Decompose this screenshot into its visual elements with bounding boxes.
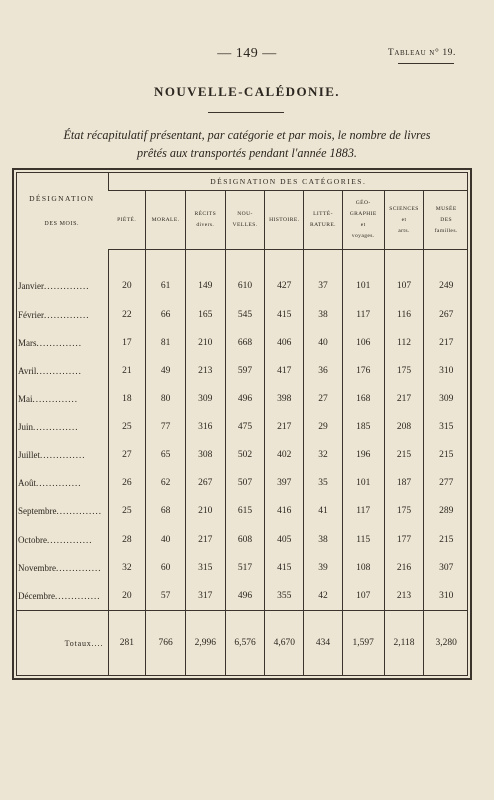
month-label: Mai bbox=[18, 393, 33, 404]
value-cell: 517 bbox=[225, 554, 265, 582]
value-cell: 28 bbox=[108, 526, 146, 554]
leader-dots: .............. bbox=[32, 393, 78, 404]
value-cell: 267 bbox=[185, 469, 225, 497]
month-label: Septembre bbox=[18, 506, 57, 517]
value-cell: 60 bbox=[146, 554, 186, 582]
value-cell: 406 bbox=[265, 329, 304, 357]
value-cell: 165 bbox=[185, 301, 225, 329]
value-cell: 217 bbox=[384, 385, 424, 413]
value-cell: 38 bbox=[304, 526, 343, 554]
value-cell: 117 bbox=[342, 301, 384, 329]
leader-dots: .............. bbox=[36, 337, 82, 348]
category-column-header bbox=[185, 191, 225, 250]
value-cell: 17 bbox=[108, 329, 146, 357]
value-cell: 267 bbox=[424, 301, 468, 329]
table-row bbox=[16, 413, 468, 441]
leader-dots: .............. bbox=[33, 422, 79, 433]
value-cell: 415 bbox=[265, 554, 304, 582]
value-cell: 61 bbox=[146, 272, 186, 300]
value-cell: 307 bbox=[424, 554, 468, 582]
leader-dots: .............. bbox=[56, 562, 102, 573]
value-cell: 405 bbox=[265, 526, 304, 554]
value-cell: 289 bbox=[424, 497, 468, 525]
table-row bbox=[16, 497, 468, 525]
value-cell: 176 bbox=[342, 357, 384, 385]
column-header-line: et bbox=[401, 216, 407, 223]
column-header-line: LITTÉ- bbox=[313, 211, 333, 217]
spacer-cell bbox=[265, 250, 304, 273]
month-cell bbox=[16, 413, 108, 441]
value-cell: 25 bbox=[108, 413, 146, 441]
table-row bbox=[16, 329, 468, 357]
column-header-line: divers. bbox=[196, 222, 215, 228]
value-cell: 415 bbox=[265, 301, 304, 329]
month-cell bbox=[16, 385, 108, 413]
tableau-underline bbox=[398, 63, 454, 64]
value-cell: 106 bbox=[342, 329, 384, 357]
column-header-line: RATURE. bbox=[309, 222, 336, 228]
total-cell: 6,576 bbox=[225, 610, 265, 676]
month-column-header bbox=[16, 172, 108, 250]
value-cell: 66 bbox=[146, 301, 186, 329]
month-header-line-1: DÉSIGNATION bbox=[29, 194, 95, 203]
spacer-cell bbox=[304, 250, 343, 273]
value-cell: 177 bbox=[384, 526, 424, 554]
month-label: Avril bbox=[18, 365, 37, 376]
page-number: — 149 — bbox=[217, 46, 277, 61]
total-cell: 2,996 bbox=[185, 610, 225, 676]
value-cell: 107 bbox=[384, 272, 424, 300]
value-cell: 26 bbox=[108, 469, 146, 497]
month-label: Mars bbox=[18, 337, 37, 348]
value-cell: 217 bbox=[265, 413, 304, 441]
month-label: Juillet bbox=[18, 450, 40, 461]
value-cell: 175 bbox=[384, 497, 424, 525]
totals-label: Totaux bbox=[64, 638, 92, 648]
title-rule bbox=[208, 112, 284, 113]
category-column-header bbox=[342, 191, 384, 250]
value-cell: 249 bbox=[424, 272, 468, 300]
leader-dots: .............. bbox=[40, 450, 86, 461]
month-label: Janvier bbox=[18, 281, 44, 292]
total-cell: 2,118 bbox=[384, 610, 424, 676]
spacer-cell bbox=[108, 250, 146, 273]
column-header-line: SCIENCES bbox=[389, 205, 419, 212]
value-cell: 65 bbox=[146, 441, 186, 469]
month-label: Février bbox=[18, 309, 44, 320]
value-cell: 168 bbox=[342, 385, 384, 413]
table-row bbox=[16, 357, 468, 385]
value-cell: 317 bbox=[185, 582, 225, 611]
value-cell: 502 bbox=[225, 441, 265, 469]
value-cell: 37 bbox=[304, 272, 343, 300]
spacer-cell bbox=[384, 250, 424, 273]
table-row bbox=[16, 301, 468, 329]
value-cell: 68 bbox=[146, 497, 186, 525]
column-header-line: et bbox=[360, 222, 366, 228]
category-column-header bbox=[108, 191, 146, 250]
value-cell: 545 bbox=[225, 301, 265, 329]
value-cell: 101 bbox=[342, 469, 384, 497]
table-row bbox=[16, 554, 468, 582]
value-cell: 310 bbox=[424, 582, 468, 611]
spacer-cell bbox=[185, 250, 225, 273]
total-cell: 4,670 bbox=[265, 610, 304, 676]
value-cell: 40 bbox=[304, 329, 343, 357]
main-title: NOUVELLE-CALÉDONIE. bbox=[154, 84, 340, 99]
value-cell: 427 bbox=[265, 272, 304, 300]
value-cell: 27 bbox=[108, 441, 146, 469]
table-row bbox=[16, 582, 468, 611]
value-cell: 81 bbox=[146, 329, 186, 357]
month-header-line-2: DES MOIS. bbox=[44, 221, 80, 227]
value-cell: 36 bbox=[304, 357, 343, 385]
total-cell: 1,597 bbox=[342, 610, 384, 676]
table-row bbox=[16, 469, 468, 497]
value-cell: 417 bbox=[265, 357, 304, 385]
value-cell: 208 bbox=[384, 413, 424, 441]
table-body bbox=[16, 250, 468, 677]
value-cell: 117 bbox=[342, 497, 384, 525]
value-cell: 210 bbox=[185, 329, 225, 357]
value-cell: 20 bbox=[108, 272, 146, 300]
value-cell: 101 bbox=[342, 272, 384, 300]
spacer-cell bbox=[16, 250, 108, 273]
value-cell: 35 bbox=[304, 469, 343, 497]
leader-dots: .............. bbox=[36, 365, 82, 376]
month-label: Juin bbox=[18, 422, 34, 433]
column-header-line: VELLES. bbox=[232, 222, 258, 228]
value-cell: 316 bbox=[185, 413, 225, 441]
value-cell: 315 bbox=[424, 413, 468, 441]
total-cell: 434 bbox=[304, 610, 343, 676]
value-cell: 42 bbox=[304, 582, 343, 611]
table-header bbox=[16, 172, 468, 250]
category-column-header bbox=[304, 191, 343, 250]
value-cell: 77 bbox=[146, 413, 186, 441]
column-header-line: RÉCITS bbox=[194, 211, 217, 217]
spacer-cell bbox=[424, 250, 468, 273]
value-cell: 309 bbox=[424, 385, 468, 413]
value-cell: 22 bbox=[108, 301, 146, 329]
value-cell: 57 bbox=[146, 582, 186, 611]
value-cell: 496 bbox=[225, 582, 265, 611]
value-cell: 112 bbox=[384, 329, 424, 357]
value-cell: 210 bbox=[185, 497, 225, 525]
month-cell bbox=[16, 272, 108, 300]
column-header-line: GÉO- bbox=[355, 200, 371, 206]
value-cell: 397 bbox=[265, 469, 304, 497]
value-cell: 32 bbox=[304, 441, 343, 469]
value-cell: 315 bbox=[185, 554, 225, 582]
value-cell: 185 bbox=[342, 413, 384, 441]
column-header-line: GRAPHIE bbox=[349, 211, 377, 217]
value-cell: 196 bbox=[342, 441, 384, 469]
value-cell: 608 bbox=[225, 526, 265, 554]
value-cell: 398 bbox=[265, 385, 304, 413]
value-cell: 213 bbox=[185, 357, 225, 385]
leader-dots: .............. bbox=[54, 590, 101, 601]
column-header-line: NOU- bbox=[237, 211, 253, 217]
library-loans-table bbox=[16, 172, 468, 676]
value-cell: 597 bbox=[225, 357, 265, 385]
category-column-header bbox=[424, 191, 468, 250]
column-header-line: DES bbox=[440, 216, 453, 223]
leader-dots: .............. bbox=[36, 478, 82, 489]
month-cell bbox=[16, 357, 108, 385]
value-cell: 187 bbox=[384, 469, 424, 497]
value-cell: 39 bbox=[304, 554, 343, 582]
value-cell: 40 bbox=[146, 526, 186, 554]
value-cell: 615 bbox=[225, 497, 265, 525]
month-cell bbox=[16, 526, 108, 554]
value-cell: 25 bbox=[108, 497, 146, 525]
column-header-line: familles. bbox=[434, 227, 458, 234]
subtitle bbox=[30, 126, 464, 162]
value-cell: 32 bbox=[108, 554, 146, 582]
value-cell: 115 bbox=[342, 526, 384, 554]
value-cell: 215 bbox=[424, 441, 468, 469]
column-header-line: PIÉTÉ. bbox=[117, 216, 137, 223]
value-cell: 355 bbox=[265, 582, 304, 611]
tableau-label: Tableau n° 19. bbox=[387, 48, 456, 58]
total-cell: 766 bbox=[146, 610, 186, 676]
value-cell: 213 bbox=[384, 582, 424, 611]
total-cell: 3,280 bbox=[424, 610, 468, 676]
value-cell: 310 bbox=[424, 357, 468, 385]
value-cell: 149 bbox=[185, 272, 225, 300]
leader-dots: .............. bbox=[56, 506, 102, 517]
spacer-cell bbox=[146, 250, 186, 273]
value-cell: 416 bbox=[265, 497, 304, 525]
column-header-line: voyages. bbox=[351, 233, 375, 239]
value-cell: 38 bbox=[304, 301, 343, 329]
subtitle-line-2: prêtés aux transportés pendant l'année 1883. bbox=[137, 146, 357, 160]
table-row bbox=[16, 526, 468, 554]
month-cell bbox=[16, 441, 108, 469]
month-cell bbox=[16, 554, 108, 582]
month-cell bbox=[16, 497, 108, 525]
month-cell bbox=[16, 582, 108, 611]
value-cell: 62 bbox=[146, 469, 186, 497]
month-label: Octobre bbox=[18, 534, 47, 545]
month-cell bbox=[16, 301, 108, 329]
leader-dots: .............. bbox=[47, 534, 93, 545]
subtitle-line-1: État récapitulatif présentant, par catégorie et par mois, le nombre de livres bbox=[63, 128, 431, 142]
category-column-header bbox=[225, 191, 265, 250]
leader-dots: .... bbox=[91, 638, 104, 648]
column-header-line: MORALE. bbox=[151, 216, 180, 223]
category-column-header bbox=[384, 191, 424, 250]
value-cell: 41 bbox=[304, 497, 343, 525]
value-cell: 80 bbox=[146, 385, 186, 413]
value-cell: 668 bbox=[225, 329, 265, 357]
total-cell: 281 bbox=[108, 610, 146, 676]
value-cell: 507 bbox=[225, 469, 265, 497]
value-cell: 610 bbox=[225, 272, 265, 300]
month-cell bbox=[16, 329, 108, 357]
value-cell: 215 bbox=[384, 441, 424, 469]
table-row bbox=[16, 385, 468, 413]
value-cell: 49 bbox=[146, 357, 186, 385]
table-row bbox=[16, 441, 468, 469]
header-row-group bbox=[16, 172, 468, 191]
value-cell: 107 bbox=[342, 582, 384, 611]
spacer-cell bbox=[342, 250, 384, 273]
column-header-line: MUSÉE bbox=[435, 205, 457, 212]
month-label: Décembre bbox=[18, 590, 55, 601]
value-cell: 308 bbox=[185, 441, 225, 469]
value-cell: 216 bbox=[384, 554, 424, 582]
column-header-line: HISTOIRE. bbox=[269, 216, 300, 223]
month-label: Août bbox=[18, 478, 36, 489]
spacer-row bbox=[16, 250, 468, 273]
value-cell: 496 bbox=[225, 385, 265, 413]
value-cell: 21 bbox=[108, 357, 146, 385]
value-cell: 217 bbox=[185, 526, 225, 554]
value-cell: 20 bbox=[108, 582, 146, 611]
leader-dots: .............. bbox=[44, 309, 90, 320]
totals-row bbox=[16, 610, 468, 676]
category-column-header bbox=[265, 191, 304, 250]
value-cell: 309 bbox=[185, 385, 225, 413]
month-label: Novembre bbox=[18, 562, 56, 573]
totals-label-cell bbox=[16, 610, 108, 676]
value-cell: 215 bbox=[424, 526, 468, 554]
value-cell: 277 bbox=[424, 469, 468, 497]
categories-group-header: DÉSIGNATION DES CATÉGORIES. bbox=[108, 172, 468, 191]
value-cell: 18 bbox=[108, 385, 146, 413]
spacer-cell bbox=[225, 250, 265, 273]
value-cell: 108 bbox=[342, 554, 384, 582]
month-cell bbox=[16, 469, 108, 497]
value-cell: 475 bbox=[225, 413, 265, 441]
value-cell: 27 bbox=[304, 385, 343, 413]
table-row bbox=[16, 272, 468, 300]
column-header-line: arts. bbox=[398, 227, 410, 234]
value-cell: 29 bbox=[304, 413, 343, 441]
value-cell: 175 bbox=[384, 357, 424, 385]
value-cell: 217 bbox=[424, 329, 468, 357]
category-column-header bbox=[146, 191, 186, 250]
leader-dots: .............. bbox=[44, 281, 90, 292]
value-cell: 116 bbox=[384, 301, 424, 329]
value-cell: 402 bbox=[265, 441, 304, 469]
